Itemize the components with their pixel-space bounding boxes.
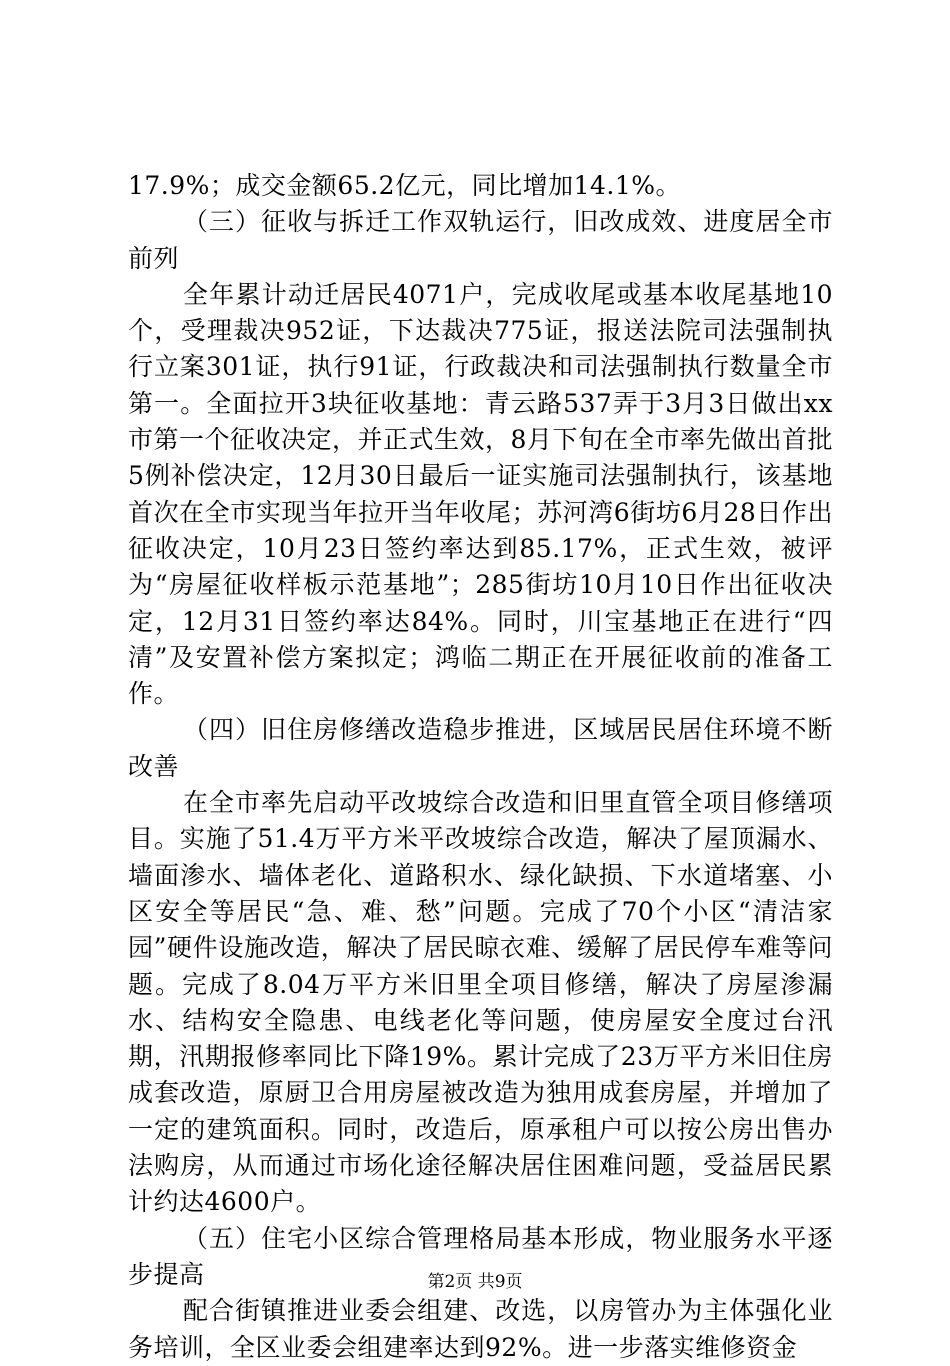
page-number-footer: 第2页 共9页: [427, 1272, 523, 1292]
paragraph-relocation: 全年累计动迁居民4071户，完成收尾或基本收尾基地10个，受理裁决952证，下达裁决775证，报送法院司法强制执行立案301证，执行91证，行政裁决和司法强制执行数量全市第一。全面拉开3块征收基地：青云路537弄于3月3日做出xx市第一个征收决定，并正式生效，8月下旬在全市率先做出首批5例补偿决定，12月30日最后一证实施司法强制执行，该基地首次在全市实现当年拉开当年收尾；苏河湾6街坊6月28日作出征收决定，10月23日签约率达到85.17%，正式生效，被评为“房屋征收样板示范基地”；285街坊10月10日作出征收决定，12月31日签约率达84%。同时，川宝基地正在进行“四清”及安置补偿方案拟定；鸿临二期正在开展征收前的准备工作。: [128, 279, 833, 709]
document-body: [128, 168, 833, 1366]
paragraph-management: 配合街镇推进业委会组建、改选，以房管办为主体强化业务培训，全区业委会组建率达到92%。进一步落实维修资金: [128, 1296, 833, 1362]
section-heading-3: （三）征收与拆迁工作双轨运行，旧改成效、进度居全市前列: [128, 207, 833, 273]
section-heading-4: （四）旧住房修缮改造稳步推进，区域居民居住环境不断改善: [128, 715, 833, 781]
paragraph-renovation: 在全市率先启动平改坡综合改造和旧里直管全项目修缮项目。实施了51.4万平方米平改坡综合改造，解决了屋顶漏水、墙面渗水、墙体老化、道路积水、绿化缺损、下水道堵塞、小区安全等居民“急、难、愁”问题。完成了70个小区“清洁家园”硬件设施改造，解决了居民晾衣难、缓解了居民停车难等问题。完成了8.04万平方米旧里全项目修缮，解决了房屋渗漏水、结构安全隐患、电线老化等问题，使房屋安全度过台汛期，汛期报修率同比下降19%。累计完成了23万平方米旧住房成套改造，原厨卫合用房屋被改造为独用成套房屋，并增加了一定的建筑面积。同时，改造后，原承租户可以按公房出售办法购房，从而通过市场化途径解决居住困难问题，受益居民累计约达4600户。: [128, 788, 833, 1217]
paragraph-continuation: 17.9%；成交金额65.2亿元，同比增加14.1%。: [128, 171, 682, 200]
section-heading-5: （五）住宅小区综合管理格局基本形成，物业服务水平逐步提高: [128, 1223, 833, 1289]
